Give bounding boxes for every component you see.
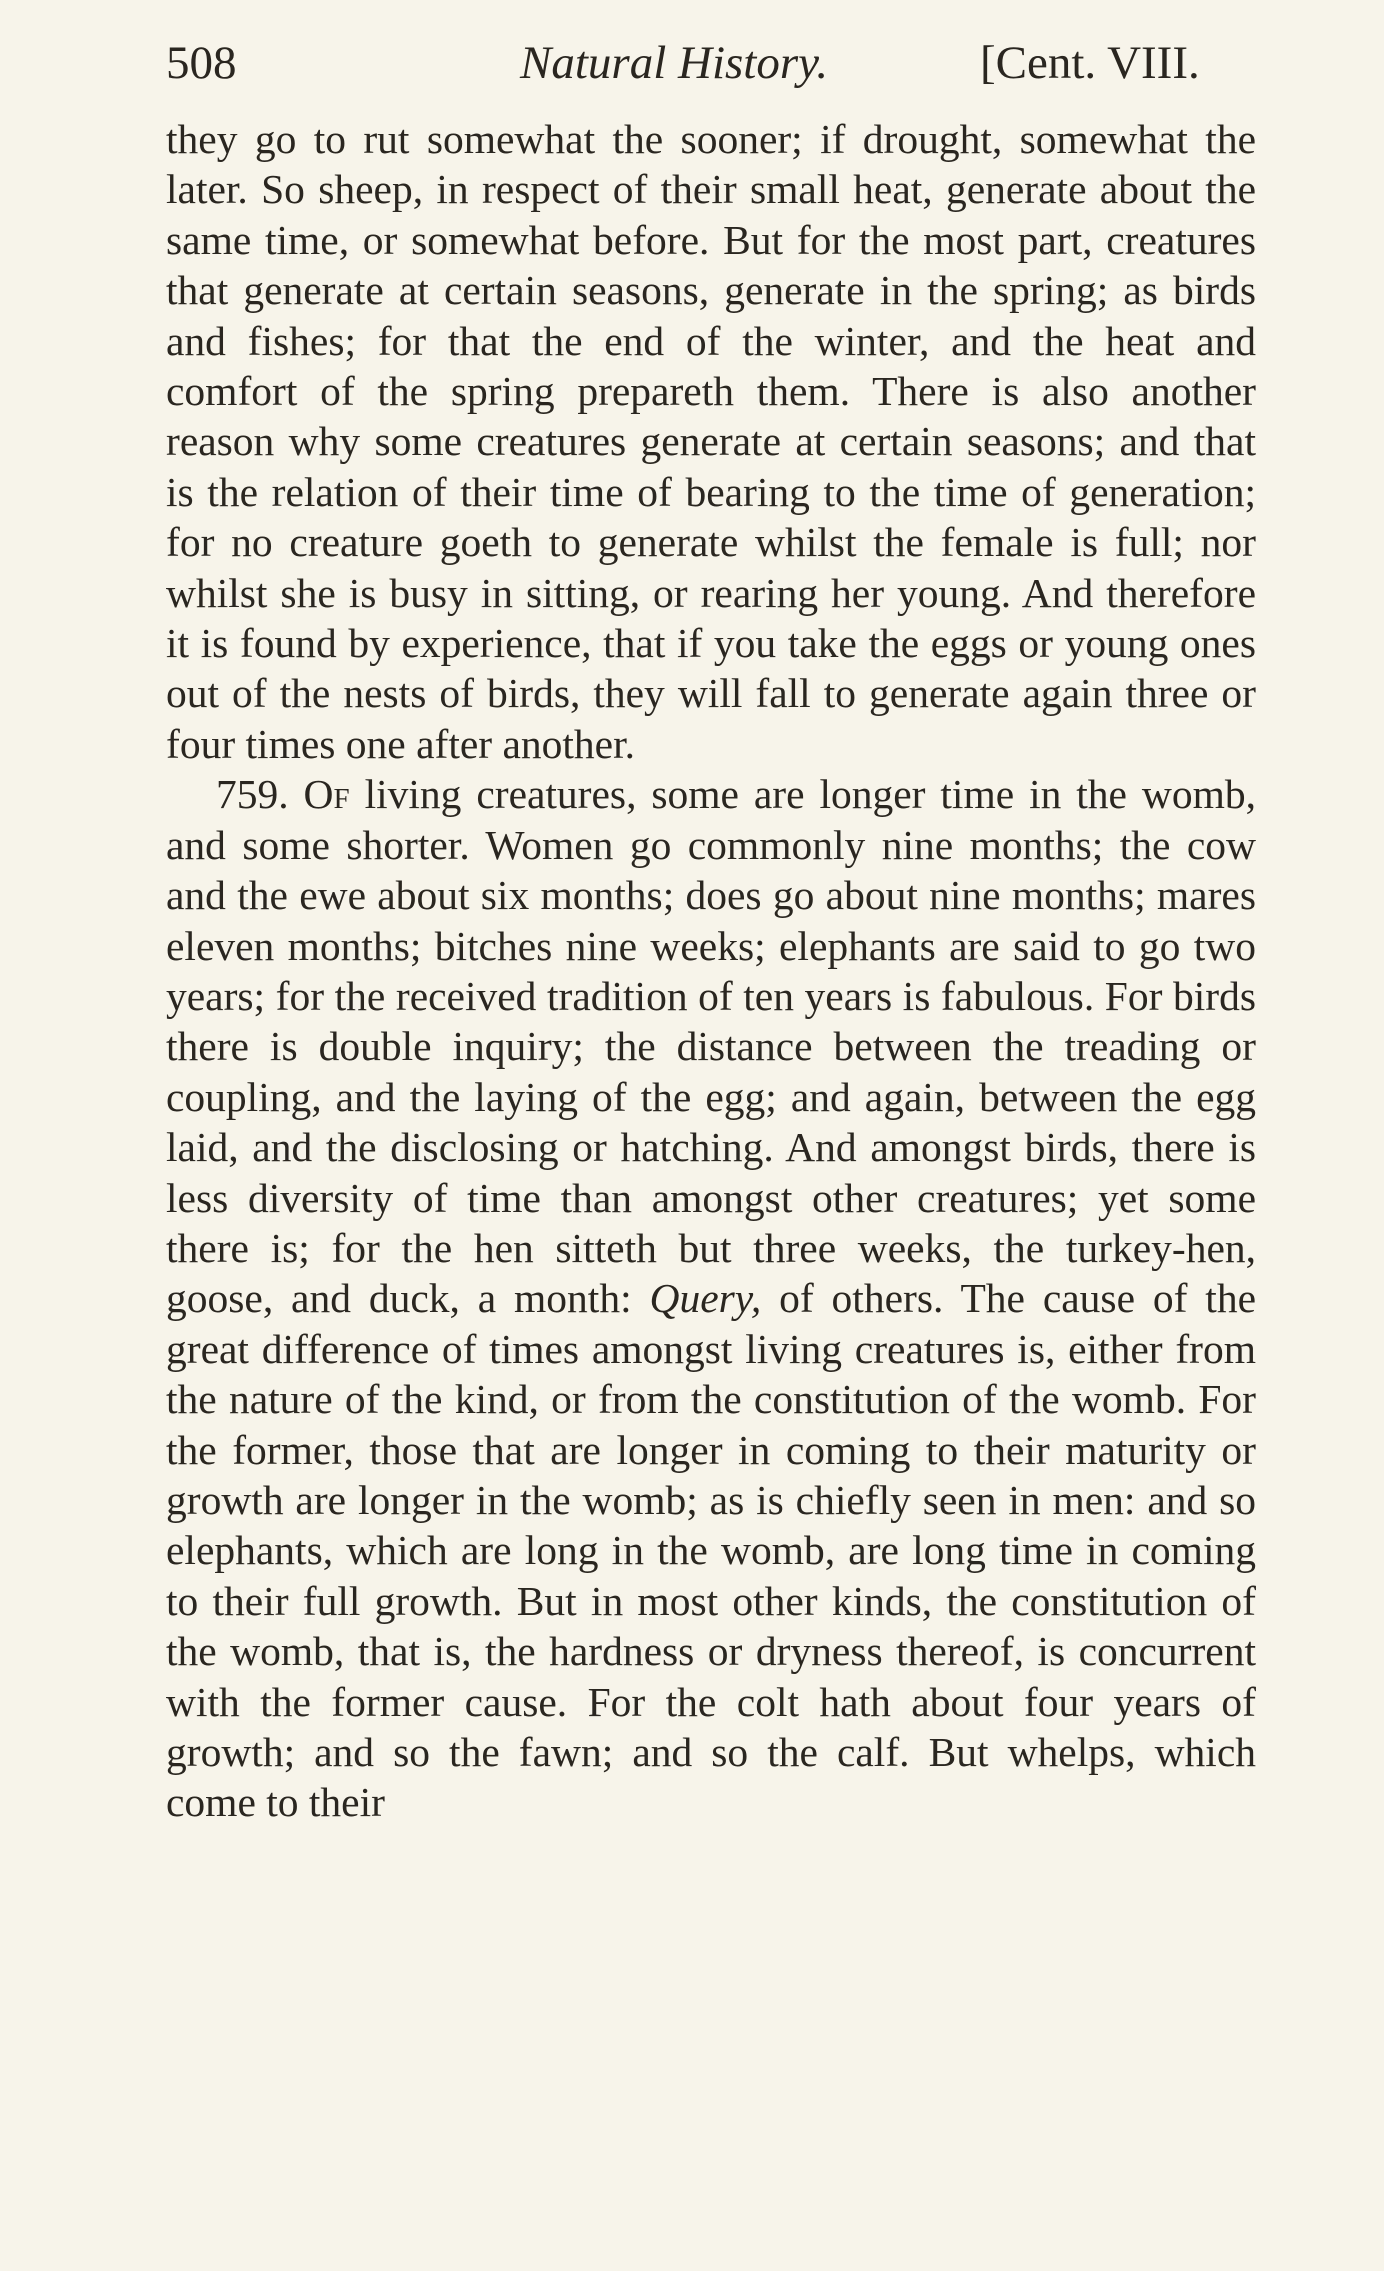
body-text (166, 114, 1256, 1828)
paragraph-number: 759. (216, 771, 289, 818)
paragraph-759 (166, 769, 1256, 1828)
query-word: Query, (649, 1275, 762, 1322)
paragraph-text-b: of others. The cause of the great difference of times amongst living creatures is, either from the nature of the kind, or from the constitution of the womb. For the former, those that are longer in coming to their maturity or growth are longer in the womb; as is chiefly seen in men: and so elephants, which are long in the womb, are long time in coming to their full growth. But in most other kinds, the constitution of the womb, that is, the hardness or dryness thereof, is concurrent with the former cause. For the colt hath about four years of growth; and so the fawn; and so the calf. But whelps, which come to their (166, 1275, 1256, 1826)
paragraph-lead-word: Of (303, 771, 350, 818)
running-title: Natural History. (520, 37, 829, 89)
century-label: [Cent. VIII. (980, 37, 1200, 89)
paragraph-text-a: living creatures, some are longer time in the womb, and some shorter. Women go commonly nine months; the cow and the ewe about six months; does go about nine months; mares eleven months; bitches nine weeks; elephants are said to go two years; for the received tradition of ten years is fabulous. For birds there is double inquiry; the distance between the treading or coupling, and the laying of the egg; and again, between the egg laid, and the disclosing or hatching. And amongst birds, there is less diversity of time than amongst other creatures; yet some there is; for the hen sitteth but three weeks, the turkey-hen, goose, and duck, a month: (166, 771, 1257, 1322)
paragraph-continued: they go to rut somewhat the sooner; if drought, somewhat the later. So sheep, in respect of their small heat, generate about the same time, or somewhat before. But for the most part, creatures that generate at certain seasons, generate in the spring; as birds and fishes; for that the end of the winter, and the heat and comfort of the spring prepareth them. There is also another reason why some creatures generate at certain seasons; and that is the relation of their time of bearing to the time of generation; for no creature goeth to generate whilst the female is full; nor whilst she is busy in sitting, or rearing her young. And therefore it is found by experience, that if you take the eggs or young ones out of the nests of birds, they will fall to generate again three or four times one after another. (166, 116, 1256, 767)
page-number: 508 (166, 37, 237, 89)
running-header (160, 36, 1260, 96)
